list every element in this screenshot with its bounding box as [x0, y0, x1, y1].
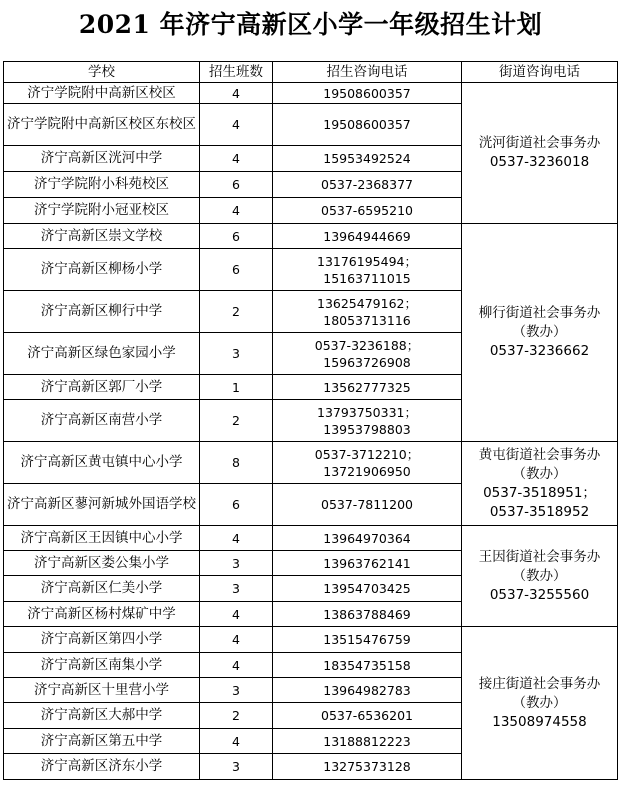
school-cell: 济宁高新区柳行中学 — [4, 291, 200, 333]
phone-cell: 13863788469 — [273, 602, 462, 627]
table-header-row — [4, 62, 618, 83]
classes-cell: 4 — [200, 729, 273, 754]
classes-cell: 3 — [200, 576, 273, 602]
table-row — [4, 442, 618, 484]
table-row — [4, 627, 618, 653]
school-cell: 济宁高新区崇文学校 — [4, 224, 200, 249]
phone-cell: 18354735158 — [273, 653, 462, 678]
classes-cell: 4 — [200, 526, 273, 551]
phone-cell: 13188812223 — [273, 729, 462, 754]
table-row — [4, 83, 618, 104]
phone-cell: 13954703425 — [273, 576, 462, 602]
phone-cell: 19508600357 — [273, 104, 462, 146]
phone-cell: 0537-6536201 — [273, 703, 462, 729]
phone-cell: 13275373128 — [273, 754, 462, 780]
classes-cell: 3 — [200, 551, 273, 576]
enrollment-table — [3, 61, 618, 780]
phone-cell: 0537-2368377 — [273, 172, 462, 198]
phone-cell: 0537-6595210 — [273, 198, 462, 224]
phone-cell: 0537-3712210； 13721906950 — [273, 442, 462, 484]
classes-cell: 4 — [200, 602, 273, 627]
office-cell-wangyin: 王因街道社会事务办 （教办） 0537-3255560 — [462, 526, 618, 627]
phone-cell: 13562777325 — [273, 375, 462, 400]
school-cell: 济宁高新区第四小学 — [4, 627, 200, 653]
school-cell: 济宁高新区娄公集小学 — [4, 551, 200, 576]
school-cell: 济宁高新区南营小学 — [4, 400, 200, 442]
header-office: 街道咨询电话 — [462, 62, 618, 83]
classes-cell: 3 — [200, 754, 273, 780]
phone-cell: 13176195494； 15163711015 — [273, 249, 462, 291]
header-phone: 招生咨询电话 — [273, 62, 462, 83]
office-cell-jiezhuang: 接庄街道社会事务办 （教办） 13508974558 — [462, 627, 618, 780]
school-cell: 济宁高新区郭厂小学 — [4, 375, 200, 400]
page-title: 2021 年济宁高新区小学一年级招生计划 — [78, 10, 543, 39]
table-row — [4, 526, 618, 551]
school-cell: 济宁高新区杨村煤矿中学 — [4, 602, 200, 627]
classes-cell: 6 — [200, 249, 273, 291]
header-classes: 招生班数 — [200, 62, 273, 83]
school-cell: 济宁学院附小冠亚校区 — [4, 198, 200, 224]
phone-cell: 13793750331； 13953798803 — [273, 400, 462, 442]
classes-cell: 4 — [200, 104, 273, 146]
school-cell: 济宁高新区绿色家园小学 — [4, 333, 200, 375]
classes-cell: 6 — [200, 484, 273, 526]
classes-cell: 4 — [200, 198, 273, 224]
classes-cell: 2 — [200, 291, 273, 333]
phone-cell: 13964944669 — [273, 224, 462, 249]
school-cell: 济宁高新区黄屯镇中心小学 — [4, 442, 200, 484]
classes-cell: 6 — [200, 224, 273, 249]
school-cell: 济宁高新区大郝中学 — [4, 703, 200, 729]
school-cell: 济宁高新区仁美小学 — [4, 576, 200, 602]
phone-cell: 19508600357 — [273, 83, 462, 104]
phone-cell: 13963762141 — [273, 551, 462, 576]
school-cell: 济宁学院附小科苑校区 — [4, 172, 200, 198]
classes-cell: 2 — [200, 400, 273, 442]
school-cell: 济宁高新区济东小学 — [4, 754, 200, 780]
phone-cell: 0537-7811200 — [273, 484, 462, 526]
office-cell-xihe: 洸河街道社会事务办 0537-3236018 — [462, 83, 618, 224]
classes-cell: 4 — [200, 653, 273, 678]
classes-cell: 4 — [200, 146, 273, 172]
phone-cell: 15953492524 — [273, 146, 462, 172]
school-cell: 济宁高新区王因镇中心小学 — [4, 526, 200, 551]
school-cell: 济宁高新区第五中学 — [4, 729, 200, 754]
classes-cell: 8 — [200, 442, 273, 484]
office-cell-huangtun: 黄屯街道社会事务办 （教办） 0537-3518951； 0537-3518952 — [462, 442, 618, 526]
school-cell: 济宁学院附中高新区校区 — [4, 83, 200, 104]
school-cell: 济宁高新区洸河中学 — [4, 146, 200, 172]
phone-cell: 13625479162； 18053713116 — [273, 291, 462, 333]
office-cell-liuxing: 柳行街道社会事务办 （教办） 0537-3236662 — [462, 224, 618, 442]
school-cell: 济宁学院附中高新区校区东校区 — [4, 104, 200, 146]
classes-cell: 6 — [200, 172, 273, 198]
classes-cell: 4 — [200, 627, 273, 653]
classes-cell: 3 — [200, 678, 273, 703]
classes-cell: 2 — [200, 703, 273, 729]
classes-cell: 4 — [200, 83, 273, 104]
phone-cell: 0537-3236188； 15963726908 — [273, 333, 462, 375]
classes-cell: 1 — [200, 375, 273, 400]
header-school: 学校 — [4, 62, 200, 83]
phone-cell: 13964982783 — [273, 678, 462, 703]
phone-cell: 13964970364 — [273, 526, 462, 551]
table-row — [4, 224, 618, 249]
phone-cell: 13515476759 — [273, 627, 462, 653]
school-cell: 济宁高新区十里营小学 — [4, 678, 200, 703]
school-cell: 济宁高新区柳杨小学 — [4, 249, 200, 291]
school-cell: 济宁高新区蓼河新城外国语学校 — [4, 484, 200, 526]
classes-cell: 3 — [200, 333, 273, 375]
school-cell: 济宁高新区南集小学 — [4, 653, 200, 678]
